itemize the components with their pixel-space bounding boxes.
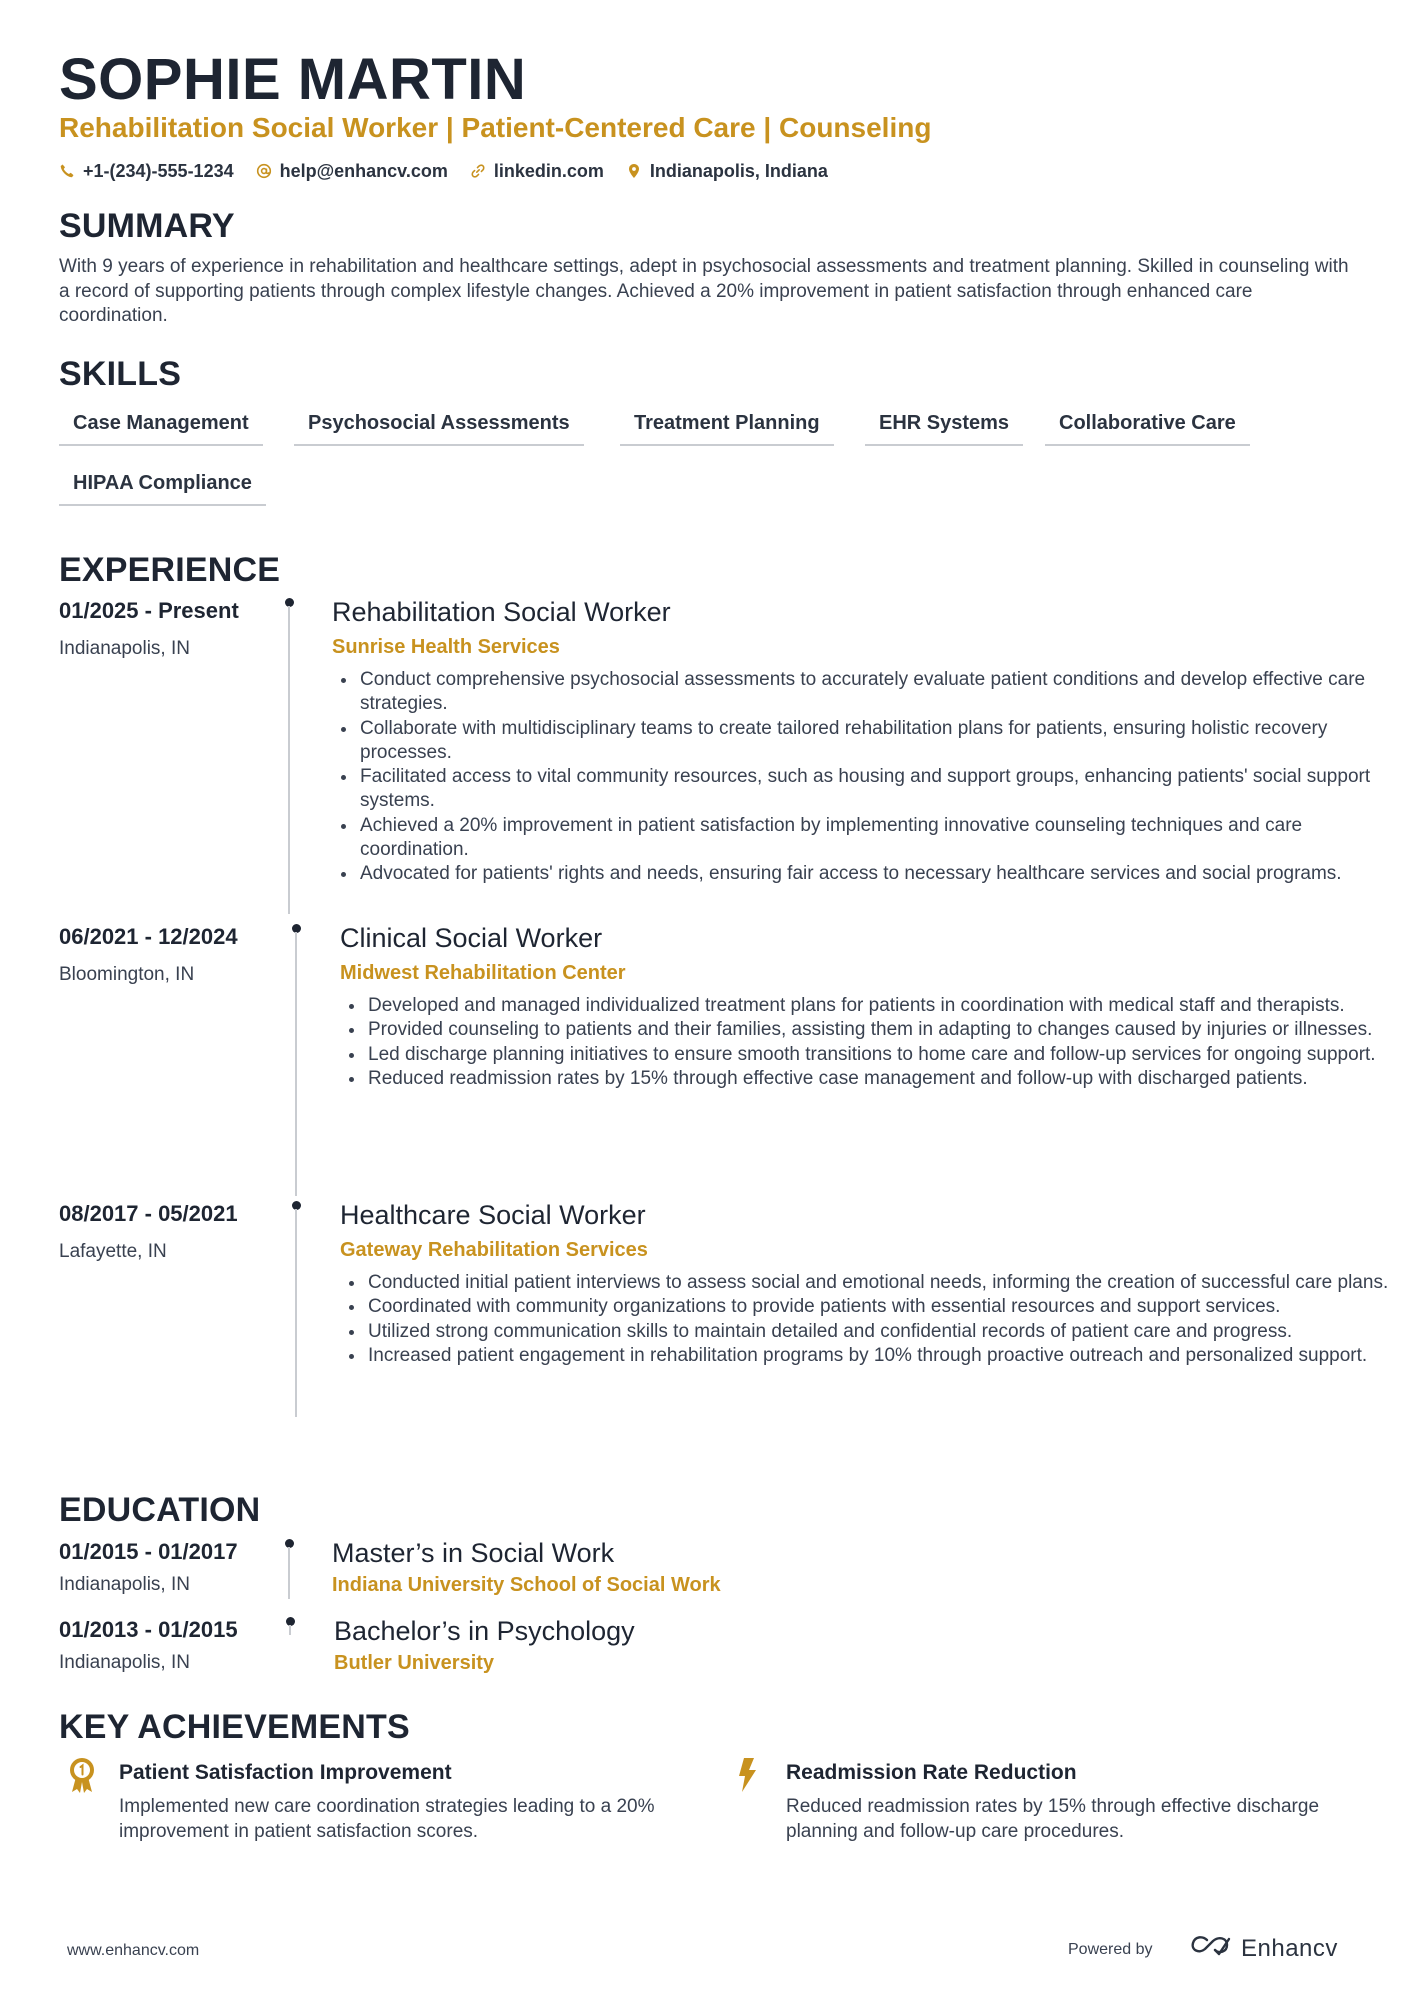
list-item: Conduct comprehensive psychosocial assessments to accurately evaluate patient conditions and develop effective care strategies. bbox=[332, 668, 1410, 717]
job-title: Healthcare Social Worker bbox=[340, 1200, 646, 1230]
job-company: Sunrise Health Services bbox=[332, 636, 560, 658]
link-icon bbox=[470, 163, 486, 179]
enhancv-logo-text: Enhancv bbox=[1241, 1934, 1338, 1962]
list-item: Facilitated access to vital community resources, such as housing and support groups, enhancing patients' social support systems. bbox=[332, 765, 1410, 814]
resume-page bbox=[59, 0, 1389, 1995]
headline: Rehabilitation Social Worker | Patient-Centered Care | Counseling bbox=[59, 112, 932, 143]
achievement-title: Patient Satisfaction Improvement bbox=[119, 1761, 452, 1784]
summary-text: With 9 years of experience in rehabilitation and healthcare settings, adept in psychosocial assessments and treatment planning. Skilled in counseling with a record of supporting patients through complex lifestyle changes. Achieved a 20% improvement in patient satisfaction through enhanced care coordination. bbox=[59, 256, 1349, 326]
education-heading: EDUCATION bbox=[59, 1491, 261, 1529]
skill-tag: EHR Systems bbox=[865, 408, 1023, 446]
summary-heading: SUMMARY bbox=[59, 207, 235, 245]
contact-linkedin[interactable] bbox=[470, 159, 604, 183]
job-company: Midwest Rehabilitation Center bbox=[340, 962, 626, 984]
job-bullets bbox=[332, 668, 1410, 887]
list-item: Reduced readmission rates by 15% through effective case management and follow-up with discharged patients. bbox=[340, 1067, 1410, 1091]
contact-bar bbox=[59, 159, 828, 183]
at-sign-icon bbox=[256, 163, 272, 179]
skill-tag: Treatment Planning bbox=[620, 408, 834, 446]
timeline-line bbox=[288, 1547, 290, 1599]
contact-phone-text: +1-(234)-555-1234 bbox=[83, 161, 234, 181]
skills-heading: SKILLS bbox=[59, 355, 182, 393]
list-item: Coordinated with community organizations to provide patients with essential resources and support services. bbox=[340, 1295, 1410, 1319]
contact-location-text: Indianapolis, Indiana bbox=[649, 161, 828, 181]
job-title: Clinical Social Worker bbox=[340, 923, 603, 953]
job-company: Gateway Rehabilitation Services bbox=[340, 1239, 648, 1261]
list-item: Led discharge planning initiatives to ensure smooth transitions to home care and follow-up services for ongoing support. bbox=[340, 1043, 1410, 1067]
lightning-bolt-icon bbox=[732, 1756, 764, 1794]
job-bullets bbox=[340, 994, 1410, 1091]
education-dates: 01/2015 - 01/2017 bbox=[59, 1539, 238, 1564]
enhancv-logo-icon bbox=[1189, 1933, 1235, 1964]
award-ribbon-icon bbox=[66, 1756, 98, 1794]
job-location: Indianapolis, IN bbox=[59, 638, 190, 659]
job-location: Lafayette, IN bbox=[59, 1241, 167, 1262]
skill-tag: Psychosocial Assessments bbox=[294, 408, 584, 446]
timeline-line bbox=[288, 606, 290, 914]
list-item: Conducted initial patient interviews to assess social and emotional needs, informing the creation of successful care plans. bbox=[340, 1271, 1410, 1295]
phone-icon bbox=[59, 163, 75, 179]
list-item: Increased patient engagement in rehabilitation programs by 10% through proactive outreach and personalized support. bbox=[340, 1344, 1410, 1368]
education-location: Indianapolis, IN bbox=[59, 1652, 190, 1673]
contact-email-text: help@enhancv.com bbox=[279, 161, 448, 181]
footer-powered-by: Powered by bbox=[1068, 1941, 1153, 1958]
list-item: Collaborate with multidisciplinary teams to create tailored rehabilitation plans for patients, ensuring holistic recovery processes. bbox=[332, 717, 1410, 766]
contact-linkedin-text: linkedin.com bbox=[493, 161, 604, 181]
skill-tag: Case Management bbox=[59, 408, 263, 446]
list-item: Advocated for patients' rights and needs, ensuring fair access to necessary healthcare services and social programs. bbox=[332, 862, 1410, 886]
experience-heading: EXPERIENCE bbox=[59, 551, 281, 589]
skill-tag: Collaborative Care bbox=[1045, 408, 1250, 446]
list-item: Utilized strong communication skills to maintain detailed and confidential records of patient care and progress. bbox=[340, 1320, 1410, 1344]
candidate-name: SOPHIE MARTIN bbox=[59, 47, 527, 112]
achievements-heading: KEY ACHIEVEMENTS bbox=[59, 1708, 410, 1746]
contact-phone[interactable] bbox=[59, 159, 234, 183]
achievement-description: Implemented new care coordination strategies leading to a 20% improvement in patient satisfaction scores. bbox=[119, 1796, 655, 1842]
contact-location bbox=[626, 159, 828, 183]
education-dates: 01/2013 - 01/2015 bbox=[59, 1617, 238, 1642]
education-school: Indiana University School of Social Work bbox=[332, 1574, 721, 1596]
list-item: Developed and managed individualized treatment plans for patients in coordination with medical staff and therapists. bbox=[340, 994, 1410, 1018]
education-degree: Master’s in Social Work bbox=[332, 1538, 615, 1568]
job-title: Rehabilitation Social Worker bbox=[332, 597, 671, 627]
education-degree: Bachelor’s in Psychology bbox=[334, 1616, 635, 1646]
job-dates: 06/2021 - 12/2024 bbox=[59, 924, 238, 949]
skill-tag: HIPAA Compliance bbox=[59, 468, 266, 506]
job-bullets bbox=[340, 1271, 1410, 1368]
achievement-title: Readmission Rate Reduction bbox=[786, 1761, 1077, 1784]
timeline-line bbox=[295, 1209, 297, 1417]
job-location: Bloomington, IN bbox=[59, 964, 195, 985]
timeline-line bbox=[295, 932, 297, 1196]
education-location: Indianapolis, IN bbox=[59, 1574, 190, 1595]
job-dates: 01/2025 - Present bbox=[59, 598, 239, 623]
achievement-description: Reduced readmission rates by 15% through effective discharge planning and follow-up care procedures. bbox=[786, 1796, 1320, 1842]
list-item: Provided counseling to patients and their families, assisting them in adapting to changes caused by injuries or illnesses. bbox=[340, 1018, 1410, 1042]
map-pin-icon bbox=[626, 163, 642, 179]
education-school: Butler University bbox=[334, 1652, 495, 1674]
list-item: Achieved a 20% improvement in patient satisfaction by implementing innovative counseling techniques and care coordination. bbox=[332, 814, 1410, 863]
footer-website[interactable]: www.enhancv.com bbox=[67, 1942, 200, 1959]
enhancv-logo[interactable] bbox=[1189, 1933, 1338, 1964]
timeline-line bbox=[289, 1625, 291, 1635]
contact-email[interactable] bbox=[256, 159, 448, 183]
job-dates: 08/2017 - 05/2021 bbox=[59, 1201, 238, 1226]
